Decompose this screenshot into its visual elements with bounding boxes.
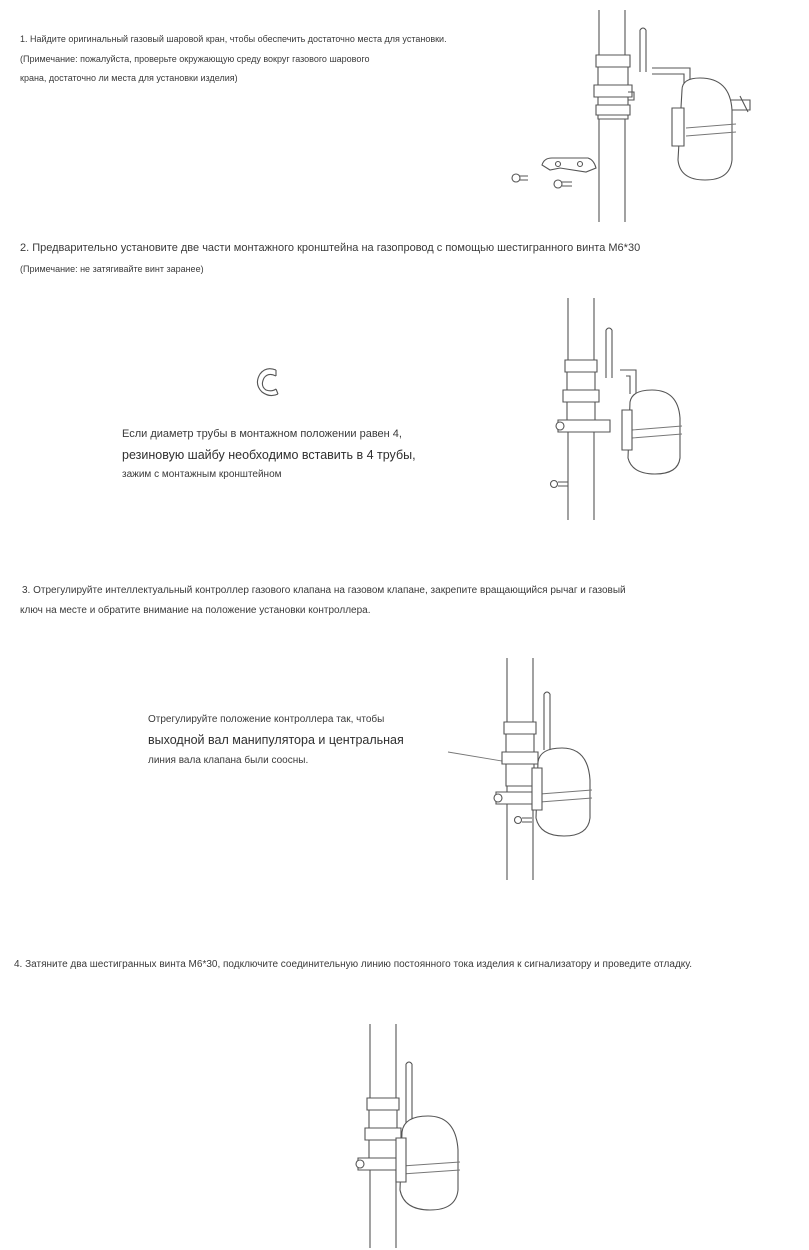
step2-washer-line2: резиновую шайбу необходимо вставить в 4 трубы, bbox=[122, 448, 416, 462]
step3-callout-line1: Отрегулируйте положение контроллера так, чтобы bbox=[148, 714, 385, 725]
step3-title-line1: 3. Отрегулируйте интеллектуальный контроллер газового клапана на газовом клапане, закрепите вращающийся рычаг и газовый bbox=[22, 585, 626, 596]
step1-illustration bbox=[500, 0, 760, 230]
step3-illustration bbox=[440, 650, 610, 890]
step4-title: 4. Затяните два шестигранных винта M6*30, подключите соединительную линию постоянного тока изделия к сигнализатору и проведите отладку. bbox=[14, 959, 693, 970]
rubber-washer-icon bbox=[252, 364, 286, 400]
step2-washer-line3: зажим с монтажным кронштейном bbox=[122, 469, 282, 480]
step1-note-line2: крана, достаточно ли места для установки изделия) bbox=[20, 73, 238, 83]
step3-callout-line2: выходной вал манипулятора и центральная bbox=[148, 733, 404, 747]
step3-title-line2: ключ на месте и обратите внимание на положение установки контроллера. bbox=[20, 605, 371, 616]
step2-illustration bbox=[540, 290, 690, 530]
step4-illustration bbox=[340, 1020, 480, 1250]
step1-title: 1. Найдите оригинальный газовый шаровой кран, чтобы обеспечить достаточно места для установки. bbox=[20, 34, 447, 44]
step2-title: 2. Предварительно установите две части монтажного кронштейна на газопровод с помощью шестигранного винта M6*30 bbox=[20, 242, 641, 254]
step1-note-line1: (Примечание: пожалуйста, проверьте окружающую среду вокруг газового шарового bbox=[20, 54, 370, 64]
step3-callout-line3: линия вала клапана были соосны. bbox=[148, 755, 309, 766]
step2-washer-line1: Если диаметр трубы в монтажном положении равен 4, bbox=[122, 428, 402, 440]
step2-note: (Примечание: не затягивайте винт заранее) bbox=[20, 264, 204, 274]
